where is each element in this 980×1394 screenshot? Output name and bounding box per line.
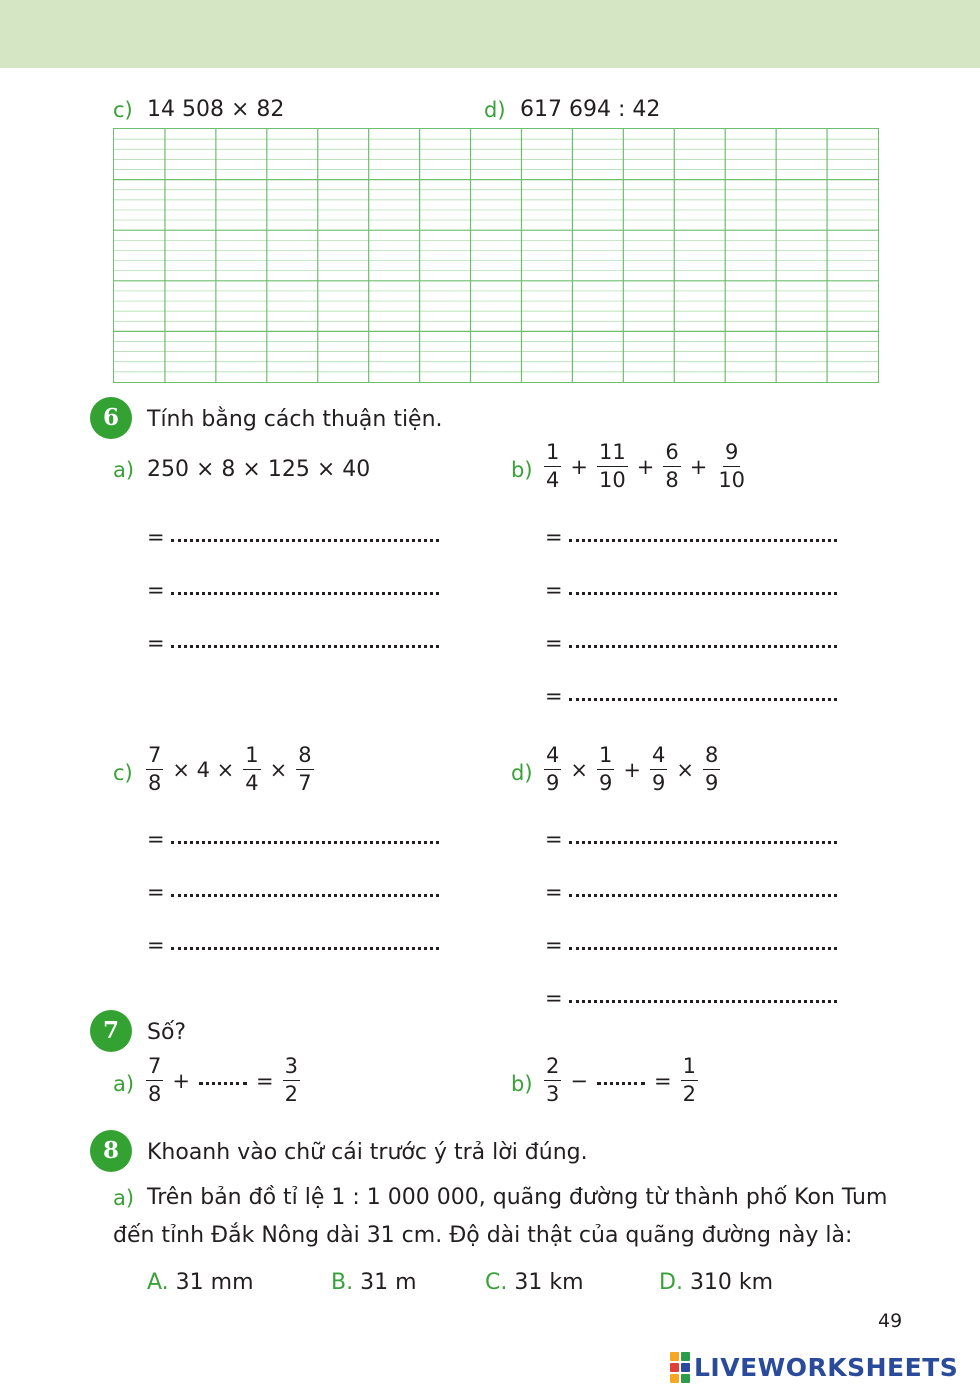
fraction: $\frac{6}{8}$ <box>665 440 679 492</box>
answer-line[interactable]: = <box>147 525 439 549</box>
fraction: $\frac{4}{9}$ <box>546 743 560 795</box>
exercise-7-number: 7 <box>90 1010 132 1052</box>
answer-line[interactable]: = <box>545 986 837 1010</box>
option-c[interactable]: C. 31 km <box>485 1270 584 1295</box>
ex6-a-label: a) <box>113 458 135 482</box>
answer-line[interactable]: = <box>147 880 439 904</box>
ex8-a-label: a) <box>113 1186 135 1210</box>
fraction: $\frac{1}{4}$ <box>546 440 560 492</box>
ex8-a-text-line1: Trên bản đồ tỉ lệ 1 : 1 000 000, quãng đường từ thành phố Kon Tum <box>147 1185 888 1210</box>
ex7-b-expression: $\frac{2}{3}$ − = $\frac{1}{2}$ <box>546 1054 696 1106</box>
answer-line[interactable]: = <box>147 631 439 655</box>
answer-line[interactable]: = <box>545 578 837 602</box>
fraction: $\frac{2}{3}$ <box>546 1054 560 1106</box>
exercise-6-number: 6 <box>90 397 132 439</box>
ex5-d-expression: 617 694 : 42 <box>520 97 661 122</box>
answer-line[interactable]: = <box>545 933 837 957</box>
logo-block <box>681 1374 690 1383</box>
exercise-6-title: Tính bằng cách thuận tiện. <box>147 407 443 432</box>
logo-blocks-icon <box>670 1352 690 1383</box>
fraction: $\frac{8}{9}$ <box>704 743 719 795</box>
fraction: $\frac{7}{8}$ <box>148 743 162 795</box>
fraction: $\frac{9}{10}$ <box>718 440 746 492</box>
fraction: $\frac{11}{10}$ <box>598 440 626 492</box>
fraction: $\frac{1}{9}$ <box>598 743 613 795</box>
answer-blank[interactable] <box>199 1076 247 1085</box>
answer-blank[interactable] <box>597 1076 645 1085</box>
logo-block <box>670 1352 679 1361</box>
ex6-d-expression: $\frac{4}{9}$ × $\frac{1}{9}$ + $\frac{4}{9}$ × $\frac{8}{9}$ <box>546 743 719 795</box>
fraction: $\frac{1}{4}$ <box>245 743 259 795</box>
answer-line[interactable]: = <box>147 578 439 602</box>
exercise-8-number: 8 <box>90 1130 132 1172</box>
ex6-b-expression: $\frac{1}{4}$ + $\frac{11}{10}$ + $\frac{6}{8}$ + $\frac{9}{10}$ <box>546 440 746 492</box>
option-d[interactable]: D. 310 km <box>659 1270 774 1295</box>
ex7-b-label: b) <box>511 1072 533 1096</box>
header-band <box>0 0 980 68</box>
ex5-c-expression: 14 508 × 82 <box>147 97 285 122</box>
fraction: $\frac{1}{2}$ <box>682 1054 696 1106</box>
liveworksheets-logo <box>670 1352 958 1383</box>
exercise-7-title: Số? <box>147 1020 187 1045</box>
ex8-a-text-line2: đến tỉnh Đắk Nông dài 31 cm. Độ dài thật của quãng đường này là: <box>113 1223 853 1248</box>
ex5-c-label: c) <box>113 98 133 122</box>
option-a[interactable]: A. 31 mm <box>147 1270 254 1295</box>
ex6-b-label: b) <box>511 458 533 482</box>
answer-line[interactable]: = <box>545 827 837 851</box>
answer-line[interactable]: = <box>545 631 837 655</box>
calculation-grid[interactable] <box>113 128 879 383</box>
fraction: $\frac{4}{9}$ <box>651 743 666 795</box>
logo-block <box>670 1374 679 1383</box>
ex6-c-label: c) <box>113 761 133 785</box>
ex5-d-label: d) <box>484 98 506 122</box>
grid-lines <box>114 129 878 382</box>
answer-line[interactable]: = <box>545 525 837 549</box>
fraction: $\frac{8}{7}$ <box>298 743 312 795</box>
fraction: $\frac{3}{2}$ <box>284 1054 298 1106</box>
logo-text: LIVEWORKSHEETS <box>694 1353 959 1382</box>
answer-line[interactable]: = <box>545 684 837 708</box>
ex7-a-label: a) <box>113 1072 135 1096</box>
fraction: $\frac{7}{8}$ <box>148 1054 162 1106</box>
answer-line[interactable]: = <box>147 933 439 957</box>
logo-block <box>681 1352 690 1361</box>
answer-line[interactable]: = <box>147 827 439 851</box>
ex7-a-expression: $\frac{7}{8}$ + = $\frac{3}{2}$ <box>148 1054 298 1106</box>
ex6-d-label: d) <box>511 761 533 785</box>
exercise-8-title: Khoanh vào chữ cái trước ý trả lời đúng. <box>147 1140 588 1165</box>
page-number: 49 <box>878 1310 903 1332</box>
ex6-c-expression: $\frac{7}{8}$ × 4 × $\frac{1}{4}$ × $\frac{8}{7}$ <box>148 743 312 795</box>
answer-line[interactable]: = <box>545 880 837 904</box>
logo-block <box>681 1363 690 1372</box>
option-b[interactable]: B. 31 m <box>331 1270 417 1295</box>
ex6-a-expression: 250 × 8 × 125 × 40 <box>147 457 371 482</box>
logo-block <box>670 1363 679 1372</box>
